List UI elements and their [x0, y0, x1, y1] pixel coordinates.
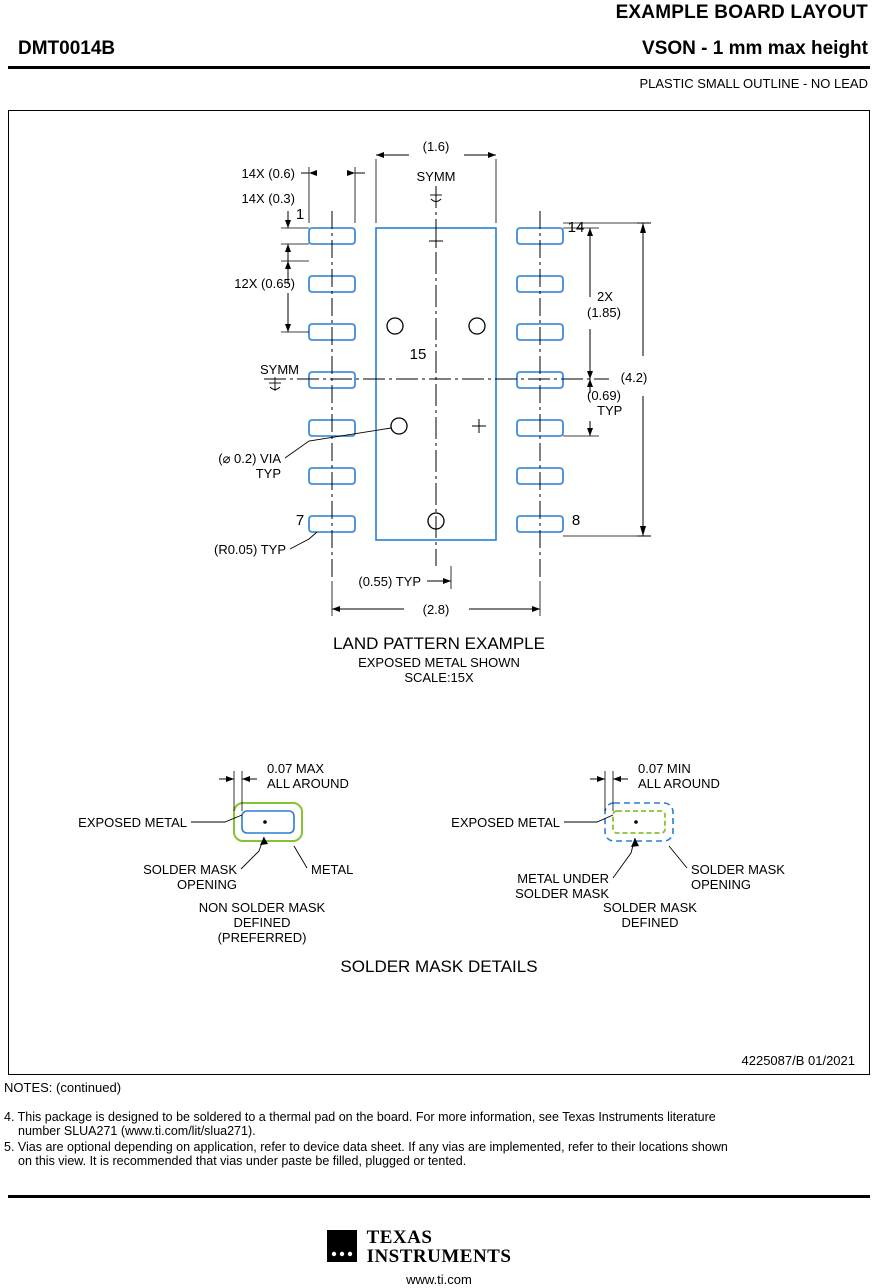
via-1: [387, 318, 403, 334]
callout-metal-under-mask: [515, 838, 639, 901]
solder-mask-opening-left: [242, 811, 294, 833]
arrow: [285, 324, 291, 332]
symm-top-glyph: [430, 189, 442, 203]
arrow: [597, 776, 605, 782]
arrow: [242, 776, 250, 782]
callout-exposed-metal-left: [78, 815, 242, 830]
dim-007-min-label-2: ALL AROUND: [638, 776, 720, 791]
footer-divider: [8, 1195, 870, 1198]
dim-pad-width-label: 14X (0.6): [241, 166, 295, 181]
dim-007-max-label-2: ALL AROUND: [267, 776, 349, 791]
arrow: [488, 152, 496, 158]
callout-metal-under-mask-label-2: SOLDER MASK: [515, 886, 609, 901]
ti-logo-mark: [327, 1230, 357, 1262]
land-pattern-caption-sub2: SCALE:15X: [404, 670, 474, 685]
solder-mask-left-caption-1: NON SOLDER MASK: [198, 900, 326, 915]
land-pattern-caption-sub1: EXPOSED METAL SHOWN: [358, 655, 520, 670]
package-subtitle: PLASTIC SMALL OUTLINE - NO LEAD: [639, 76, 868, 91]
arrow: [587, 228, 593, 236]
callout-mask-opening-right-label-1: SOLDER MASK: [691, 862, 785, 877]
leader-dot-right: [634, 820, 638, 824]
ti-logo: [0, 1228, 878, 1267]
via-3: [391, 418, 407, 434]
arrow: [347, 170, 355, 176]
arrow: [631, 838, 639, 847]
solder-mask-right-caption-2: DEFINED: [621, 915, 679, 930]
arrow: [587, 428, 593, 436]
pin-label-7: 7: [295, 512, 305, 529]
callout-via: [218, 428, 391, 481]
header-divider: [8, 66, 870, 69]
leader-line: [290, 532, 317, 549]
drawing-doc-id: 4225087/B 01/2021: [741, 1053, 855, 1068]
ti-logo-line2: INSTRUMENTS: [366, 1246, 512, 1267]
callout-via-label-1: (⌀ 0.2) VIA: [218, 451, 281, 466]
dim-overall-height-label: (4.2): [620, 370, 648, 385]
solder-mask-right-caption-1: SOLDER MASK: [603, 900, 697, 915]
dim-overall-width-label: (2.8): [422, 602, 450, 617]
note-4: [4, 1110, 824, 1138]
dim-typ-069-label-2: TYP: [597, 403, 623, 418]
callout-corner-radius: [214, 532, 317, 557]
solder-mask-left-caption-2: DEFINED: [233, 915, 291, 930]
callout-mask-opening-right: [669, 846, 785, 892]
arrow: [587, 371, 593, 379]
arrow: [332, 606, 340, 612]
dim-thermal-height-label-2: (1.85): [587, 305, 621, 320]
arrow: [640, 223, 646, 233]
solder-mask-opening-right: [605, 803, 673, 841]
arrow: [376, 152, 384, 158]
pin-label-15: 15: [409, 346, 427, 363]
package-type: VSON - 1 mm max height: [642, 38, 868, 59]
callout-mask-opening-left-label-2: OPENING: [177, 877, 237, 892]
page-title: EXAMPLE BOARD LAYOUT: [615, 2, 868, 23]
callout-metal-left-label: METAL: [311, 862, 354, 877]
solder-mask-left-detail: [78, 761, 353, 945]
callout-corner-radius-label: (R0.05) TYP: [213, 542, 286, 557]
dim-007-min-label-1: 0.07 MIN: [638, 761, 691, 776]
dim-pitch: [234, 261, 309, 332]
callout-metal-under-mask-label-1: METAL UNDER: [517, 871, 609, 886]
callout-metal-left: [294, 846, 353, 877]
arrow: [640, 526, 646, 536]
land-pattern-group: [214, 139, 651, 685]
callout-mask-opening-left-label-1: SOLDER MASK: [143, 862, 237, 877]
note-4-line-1: 4. This package is designed to be soldered to a thermal pad on the board. For more information, see Texas Instruments literature: [4, 1110, 716, 1124]
note-5: [4, 1140, 824, 1168]
svg-text:TI: TI: [335, 1235, 348, 1247]
arrow: [587, 379, 593, 387]
solder-mask-section-title: SOLDER MASK DETAILS: [340, 957, 538, 976]
drawing-frame: [8, 110, 870, 1075]
pin-label-1: 1: [295, 206, 305, 223]
ti-url: www.ti.com: [406, 1272, 472, 1287]
dim-row-spacing: [358, 566, 451, 589]
solder-mask-right-detail: [451, 761, 785, 930]
ti-logo-line1: TEXAS: [366, 1227, 433, 1248]
land-pattern-drawing: [9, 111, 869, 1074]
arrow: [309, 170, 317, 176]
dim-pitch-label: 12X (0.65): [234, 276, 295, 291]
notes-title: NOTES: (continued): [4, 1080, 122, 1095]
note-4-line-2: number SLUA271 (www.ti.com/lit/slua271).: [18, 1124, 256, 1138]
symm-top-label: SYMM: [416, 169, 456, 184]
land-pattern-caption: LAND PATTERN EXAMPLE: [333, 634, 545, 653]
dim-thermal-height-label-1: 2X: [597, 289, 613, 304]
note-5-line-2: on this view. It is recommended that vias under paste be filled, plugged or tented.: [18, 1154, 467, 1168]
dim-typ-069: [563, 379, 622, 436]
part-number: DMT0014B: [18, 38, 116, 59]
callout-exposed-metal-right-label: EXPOSED METAL: [451, 815, 560, 830]
arrow: [443, 578, 451, 584]
pin-label-14: 14: [567, 219, 585, 236]
dim-row-spacing-label: (0.55) TYP: [358, 574, 421, 589]
arrow: [285, 244, 291, 252]
metal-outline-left: [234, 803, 302, 841]
callout-mask-opening-right-label-2: OPENING: [691, 877, 751, 892]
arrow: [613, 776, 621, 782]
callout-mask-opening-left: [143, 837, 268, 892]
arrow: [532, 606, 540, 612]
dim-thermal-height: [563, 228, 621, 379]
symm-left-label: SYMM: [260, 362, 299, 377]
symm-left-label-group: [260, 362, 299, 391]
metal-under-mask-right: [613, 811, 665, 833]
pin-label-8: 8: [571, 512, 581, 529]
leader-line: [294, 846, 307, 868]
dim-thermal-width-label: (1.6): [422, 139, 450, 154]
callout-exposed-metal-left-label: EXPOSED METAL: [78, 815, 187, 830]
leader-line: [669, 846, 687, 868]
leader-dot-left: [263, 820, 267, 824]
arrow: [226, 776, 234, 782]
dim-pad-height: [242, 191, 309, 261]
arrow: [285, 261, 291, 269]
dim-pad-height-label: 14X (0.3): [241, 191, 295, 206]
via-2: [469, 318, 485, 334]
note-5-line-1: 5. Vias are optional depending on application, refer to device data sheet. If any vias are implemented, refer to their locations shown: [4, 1140, 728, 1154]
callout-via-label-2: TYP: [255, 466, 281, 481]
solder-mask-left-caption-3: (PREFERRED): [217, 930, 307, 945]
dim-typ-069-label-1: (0.69): [587, 388, 621, 403]
dim-007-max-label-1: 0.07 MAX: [267, 761, 325, 776]
callout-exposed-metal-right: [451, 815, 613, 830]
leader-line: [285, 428, 391, 458]
leader-line: [613, 838, 635, 878]
arrow: [285, 220, 291, 228]
